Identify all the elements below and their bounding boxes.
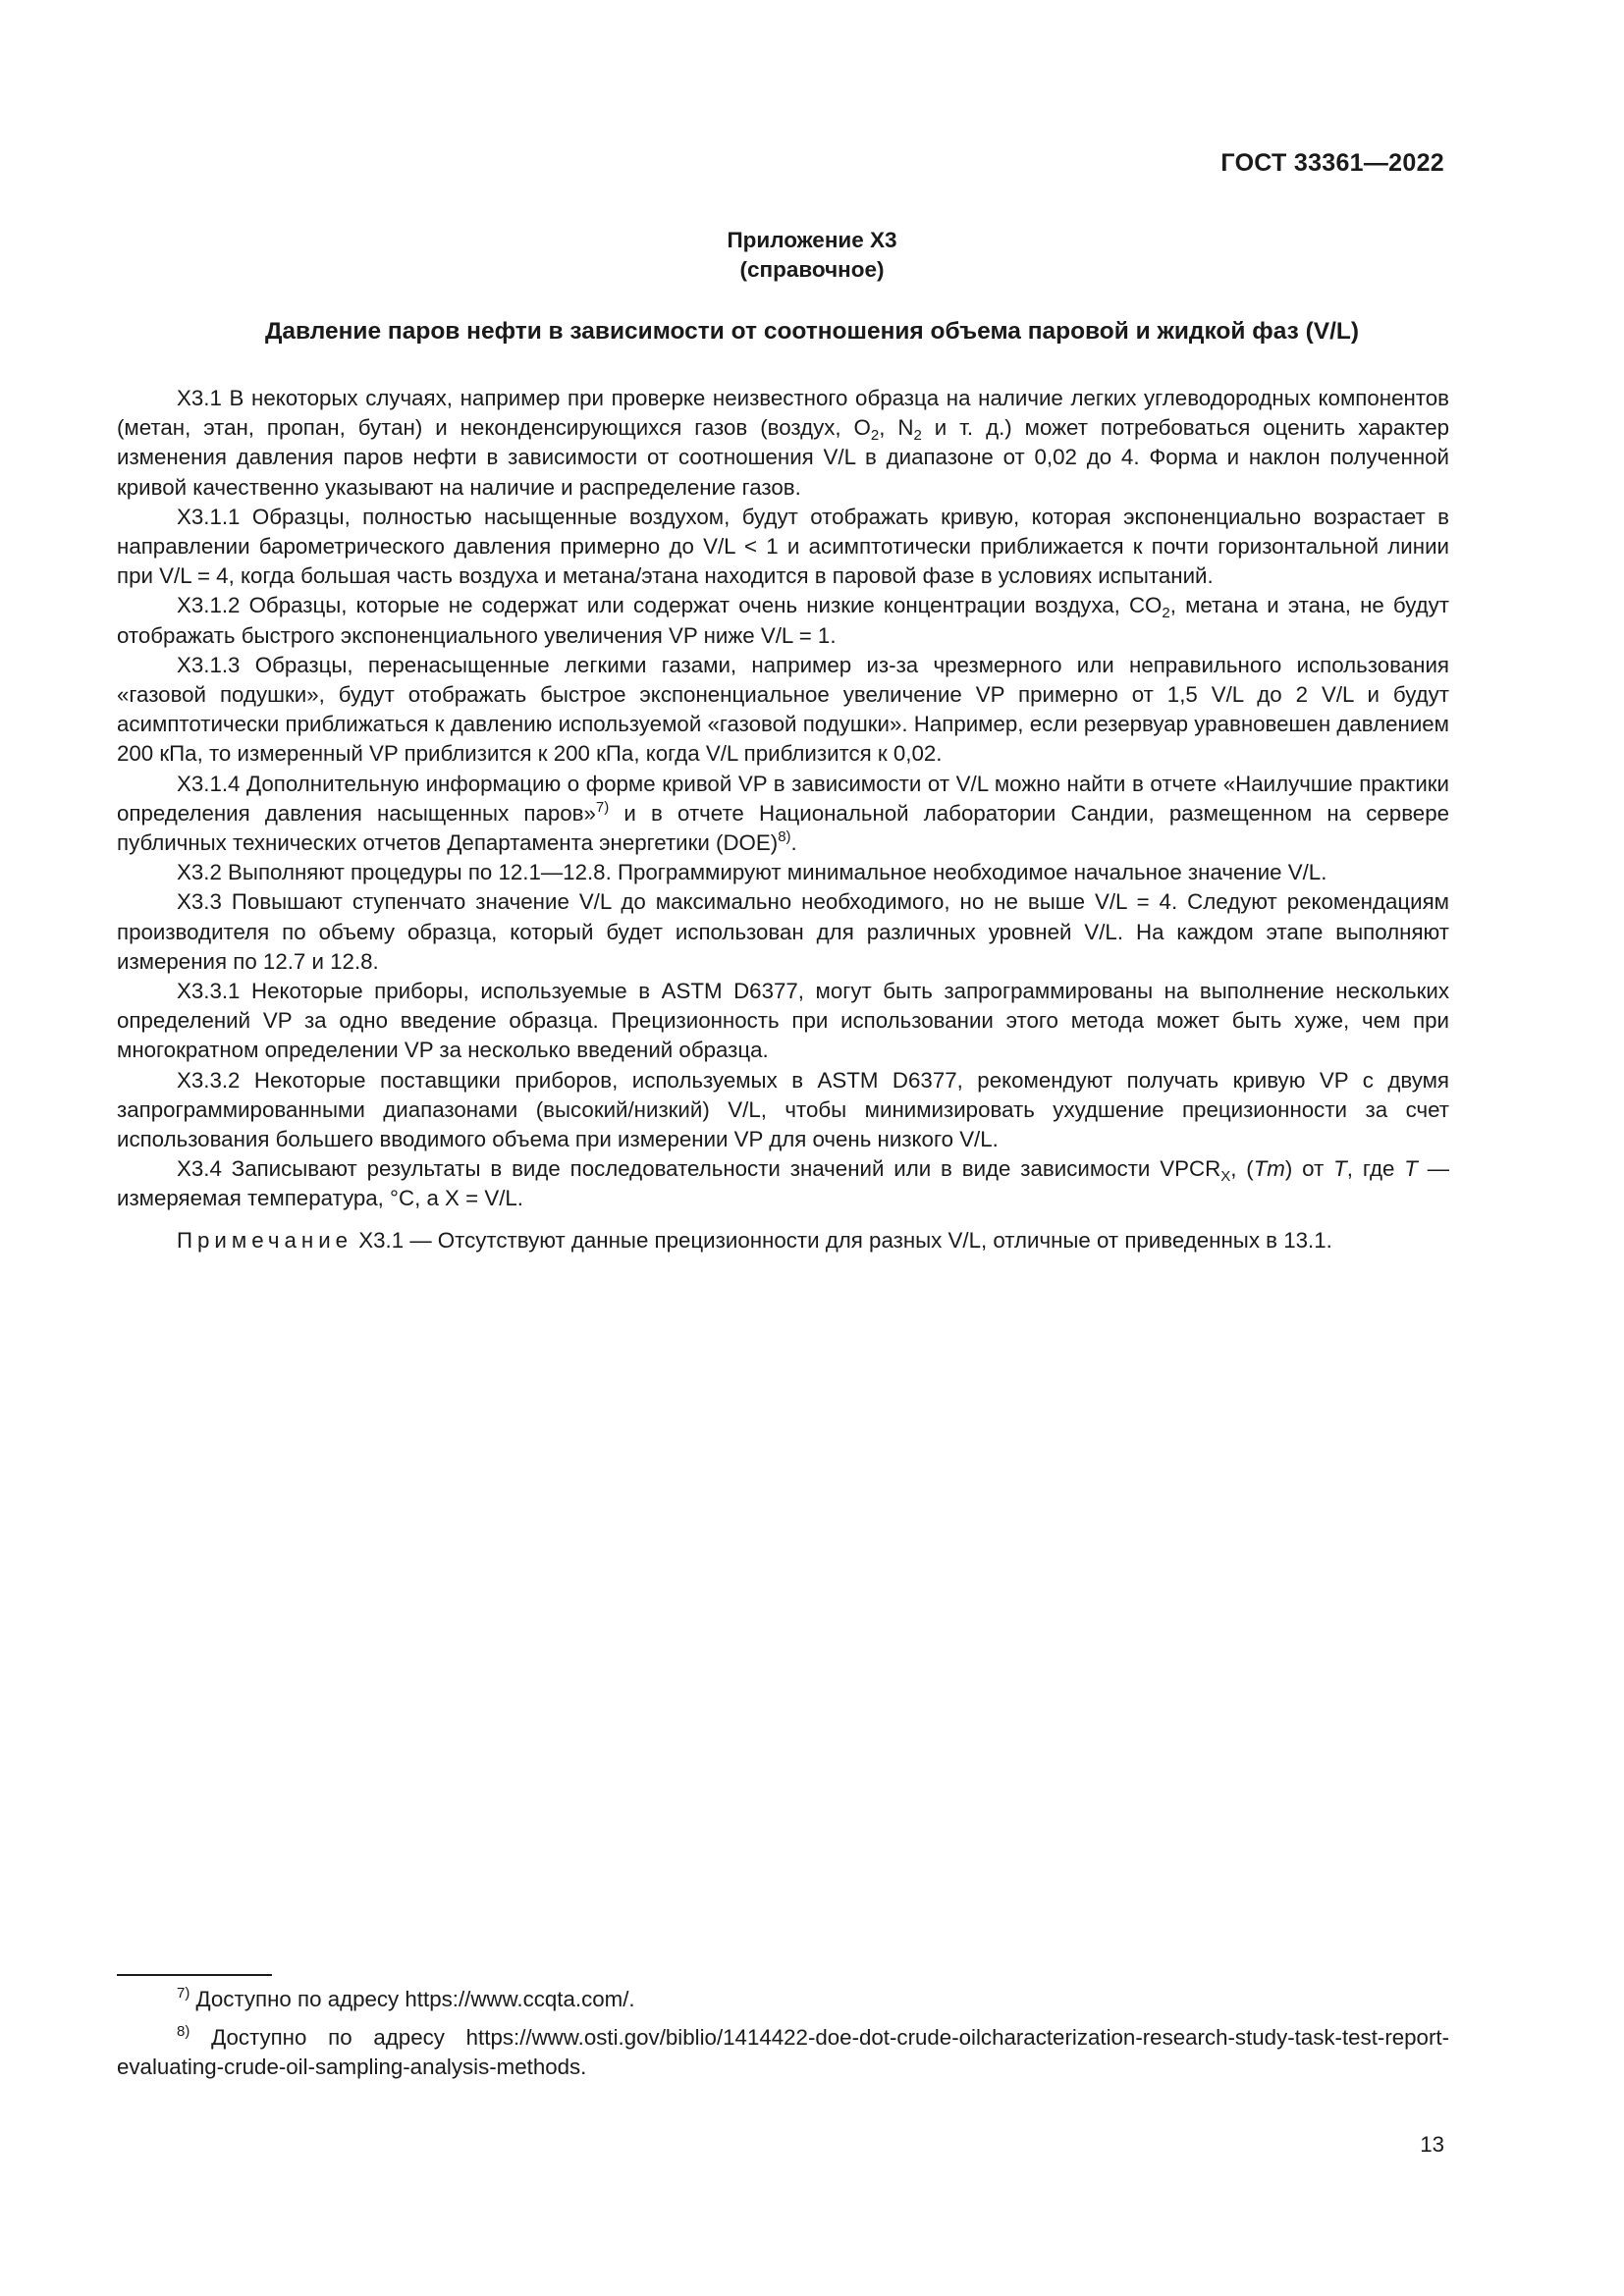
paragraph-x3-4: Х3.4 Записывают результаты в виде последовательности значений или в виде зависимости $VPCR_X$, (Tm) от T, где T — измеряемая температура, °C, а X = V/L. bbox=[117, 1156, 1450, 1211]
note-label: Примечание bbox=[177, 1227, 353, 1253]
footnote-ref-8: 8) bbox=[778, 828, 791, 846]
page-number: 13 bbox=[1420, 2132, 1444, 2157]
paragraph-x3-2: Х3.2 Выполняют процедуры по 12.1—12.8. Программируют минимальное необходимое начальное значение V/L. bbox=[177, 860, 1327, 885]
document-header-id: ГОСТ 33361—2022 bbox=[1220, 149, 1444, 177]
note-x3-1: Примечание Х3.1 — Отсутствуют данные прецизионности для разных V/L, отличные от приведенных в 13.1. bbox=[177, 1227, 1332, 1253]
paragraph-x3-1: Х3.1 В некоторых случаях, например при проверке неизвестного образца на наличие легких углеводородных компонентов (метан, этан, пропан, бутан) и неконденсирующихся газов (воздух, $O_2$, $N_2$ и т. д.) может потребоваться оценить характер изменения давления паров нефти в зависимости от соотношения V/L в диапазоне от 0,02 до 4. Форма и наклон полученной кривой качественно указывают на наличие и распределение газов. bbox=[117, 386, 1449, 500]
footnote-8: $^{8)}$ Доступно по адресу https://www.osti.gov/biblio/1414422-doe-dot-crude-oilcharacterization-research-study-task-test-report-evaluating-crude-oil-sampling-analysis-methods. bbox=[117, 2023, 1449, 2080]
paragraph-x3-1-2: Х3.1.2 Образцы, которые не содержат или содержат очень низкие концентрации воздуха, $CO_2$, метана и этана, не будут отображать быстрого экспоненциального увеличения VP ниже V/L = 1. bbox=[117, 593, 1449, 648]
annex-heading bbox=[0, 226, 1624, 285]
paragraph-x3-3: Х3.3 Повышают ступенчато значение V/L до максимально необходимого, но не выше V/L = 4. Следуют рекомендациям производителя по объему образца, который будет использован для различных уровней V/L. На каждом этапе выполняют измерения по 12.7 и 12.8. bbox=[117, 889, 1449, 974]
paragraph-x3-3-2: Х3.3.2 Некоторые поставщики приборов, используемых в ASTM D6377, рекомендуют получать кривую VP с двумя запрограммированными диапазонами (высокий/низкий) V/L, чтобы минимизировать ухудшение прецизионности за счет использования большего вводимого объема при измерении VP для очень низкого V/L. bbox=[117, 1067, 1449, 1152]
annex-title: Давление паров нефти в зависимости от соотношения объема паровой и жидкой фаз (V/L) bbox=[264, 318, 1360, 345]
annex-type: (справочное) bbox=[739, 257, 885, 282]
paragraph-x3-1-4: Х3.1.4 Дополнительную информацию о форме кривой VP в зависимости от V/L можно найти в отчете «Наилучшие практики определения давления насыщенных паров»$^{7)}$ и в отчете Национальной лаборатории Сандии, размещенном на сервере публичных технических отчетов Департамента энергетики (DOE)$^{8)}$. bbox=[117, 771, 1449, 856]
footnote-divider bbox=[117, 1974, 272, 1976]
annex-body bbox=[117, 384, 1449, 1255]
annex-label: Приложение Х3 bbox=[727, 228, 897, 252]
paragraph-x3-1-1: Х3.1.1 Образцы, полностью насыщенные воздухом, будут отображать кривую, которая экспоненциально возрастает в направлении барометрического давления примерно до V/L < 1 и асимптотически приближается к почти горизонтальной линии при V/L = 4, когда большая часть воздуха и метана/этана находится в паровой фазе в условиях испытаний. bbox=[117, 504, 1449, 589]
footnote-7: $^{7)}$ Доступно по адресу https://www.ccqta.com/. bbox=[177, 1985, 635, 2011]
footnote-ref-7: 7) bbox=[595, 798, 610, 816]
paragraph-x3-3-1: Х3.3.1 Некоторые приборы, используемые в ASTM D6377, могут быть запрограммированы на выполнение нескольких определений VP за одно введение образца. Прецизионность при использовании этого метода может быть хуже, чем при многократном определении VP за несколько введений образца. bbox=[117, 979, 1449, 1063]
footnotes bbox=[117, 1985, 1449, 2092]
paragraph-x3-1-3: Х3.1.3 Образцы, перенасыщенные легкими газами, например из-за чрезмерного или неправильного использования «газовой подушки», будут отображать быстрое экспоненциальное увеличение VP примерно от 1,5 V/L до 2 V/L и будут асимптотически приближаться к давлению используемой «газовой подушки». Например, если резервуар уравновешен давлением 200 кПа, то измеренный VP приблизится к 200 кПа, когда V/L приблизится к 0,02. bbox=[117, 652, 1449, 767]
